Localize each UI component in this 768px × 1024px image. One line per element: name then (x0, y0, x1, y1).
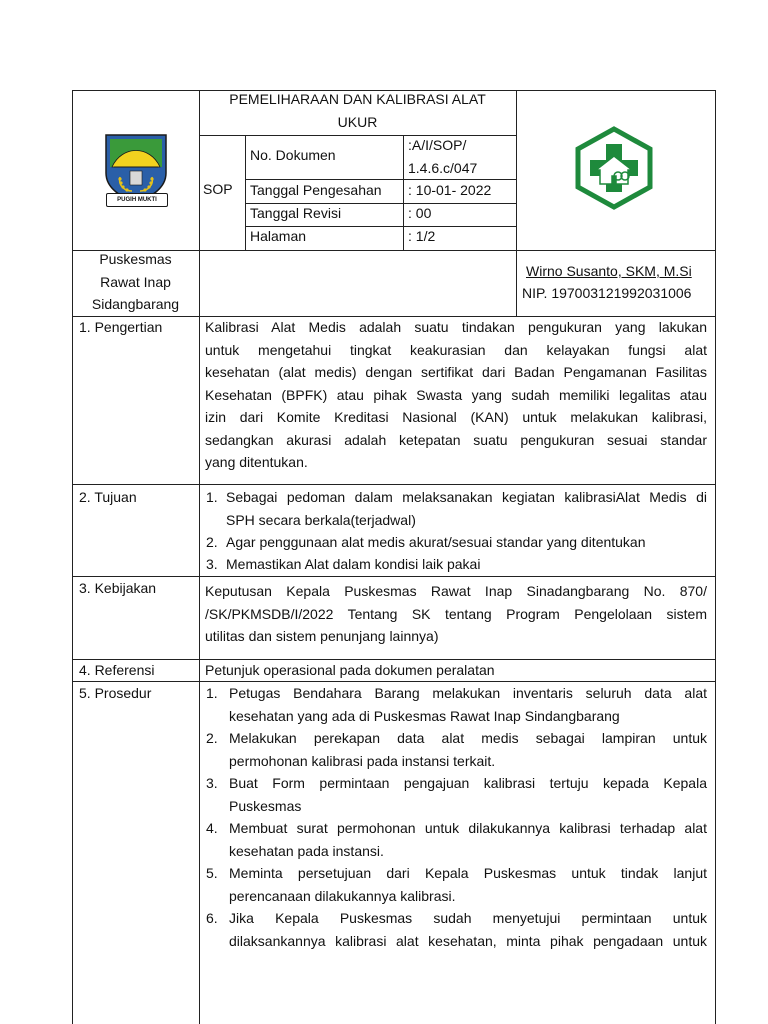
regency-emblem (104, 133, 168, 207)
prosedur-item-line: Petugas Bendahara Barang melakukan inventaris seluruh data alat (229, 685, 707, 701)
kebijakan-line: utilitas dan sistem penunjang lainnya) (205, 628, 439, 644)
pengertian-line: izin dari Komite Kreditasi Nasional (KAN) untuk melakukan kalibrasi, (205, 409, 707, 425)
pengertian-line: Kalibrasi Alat Medis adalah suatu tindakan pengukuran yang lakukan (205, 319, 707, 335)
prosedur-item-line: Jika Kepala Puskesmas sudah menyetujui permintaan untuk (229, 910, 707, 926)
tanggal-revisi-label: Tanggal Revisi (250, 205, 342, 221)
prosedur-item-number: 3. (206, 775, 218, 791)
document-title-line-1: PEMELIHARAAN DAN KALIBRASI ALAT (229, 91, 486, 107)
pengertian-line: yang ditentukan. (205, 454, 308, 470)
prosedur-item-line: Membuat surat permohonan untuk dilakukannya kalibrasi terhadap alat (229, 820, 707, 836)
tujuan-item-number: 1. (206, 489, 218, 505)
pengertian-line: Kesehatan (BPFK) atau pihak Swasta yang sudah memiliki legalitas atau (205, 386, 707, 403)
referensi-text: Petunjuk operasional pada dokumen peralatan (205, 662, 495, 678)
pengertian-line: kesehatan (alat medis) dengan sertifikat dari Badan Pengamanan Fasilitas (205, 364, 707, 380)
halaman-label: Halaman (250, 228, 307, 244)
tujuan-item (226, 486, 707, 531)
prosedur-item (229, 682, 707, 727)
signer-name: Wirno Susanto, SKM, M.Si (526, 263, 692, 279)
tujuan-item-line: SPH secara berkala(terjadwal) (226, 511, 416, 528)
prosedur-item-number: 2. (206, 730, 218, 746)
prosedur-item-line: Melakukan perekapan data alat medis sebagai lampiran untuk (229, 730, 707, 746)
kebijakan-text (205, 580, 707, 648)
organization-name-line-3: Sidangbarang (91, 296, 180, 312)
prosedur-item-line: kesehatan pada instansi. (229, 842, 384, 859)
tujuan-item-line: Memastikan Alat dalam kondisi laik pakai (226, 556, 481, 572)
section-label-pengertian: 1. Pengertian (79, 319, 163, 335)
halaman-value: : 1/2 (408, 228, 436, 244)
kebijakan-line: Keputusan Kepala Puskesmas Rawat Inap Sinadangbarang No. 870/ (205, 583, 707, 599)
tanggal-pengesahan-value: : 10-01- 2022 (408, 182, 492, 198)
prosedur-item-line: dilaksankannya kalibrasi alat kesehatan, minta pihak pengadaan untuk (229, 932, 707, 949)
signer-nip: NIP. 197003121992031006 (522, 285, 692, 301)
prosedur-item-number: 5. (206, 865, 218, 881)
no-dokumen-value (408, 134, 477, 179)
emblem-motto-ribbon: PUGIH MUKTI (106, 193, 168, 207)
prosedur-item (229, 727, 707, 772)
no-dokumen-value-line-2: 1.4.6.c/047 (408, 159, 478, 176)
prosedur-item-line: Puskesmas (229, 797, 302, 814)
section-label-kebijakan: 3. Kebijakan (79, 580, 157, 596)
section-label-prosedur: 5. Prosedur (79, 685, 152, 701)
pengertian-text (205, 316, 707, 474)
tujuan-item-number: 2. (206, 534, 218, 550)
organization-name-line-1: Puskesmas (99, 251, 172, 267)
prosedur-item (229, 817, 707, 862)
tanggal-revisi-value: : 00 (408, 205, 432, 221)
organization-name-line-2: Rawat Inap (100, 273, 171, 290)
document-title-line-2: UKUR (337, 113, 378, 130)
prosedur-item-line: kesehatan yang ada di Puskesmas Rawat Inap Sindangbarang (229, 707, 620, 724)
prosedur-item-number: 1. (206, 685, 218, 701)
kebijakan-line: /SK/PKMSDB/I/2022 Tentang SK tentang Program Pengelolaan sistem (205, 605, 707, 622)
prosedur-item-line: Meminta persetujuan dari Kepala Puskesmas untuk tindak lanjut (229, 865, 707, 881)
prosedur-item-number: 4. (206, 820, 218, 836)
prosedur-item-line: perencanaan dilakukannya kalibrasi. (229, 887, 456, 904)
prosedur-item (229, 772, 707, 817)
puskesmas-logo (572, 126, 656, 210)
tujuan-item-number: 3. (206, 556, 218, 572)
section-label-tujuan: 2. Tujuan (79, 489, 137, 505)
prosedur-item (229, 862, 707, 907)
document-title (199, 88, 516, 133)
organization-name (72, 248, 199, 316)
section-label-referensi: 4. Referensi (79, 662, 155, 678)
pengertian-line: sedangkan akurasi adalah ketepatan suatu pengukuran sesuai standar (205, 431, 707, 448)
prosedur-item-line: Buat Form permintaan pengajuan kalibrasi tertuju kepada Kepala (229, 775, 707, 791)
prosedur-item-line: permohonan kalibrasi pada instansi terkait. (229, 752, 496, 769)
tanggal-pengesahan-label: Tanggal Pengesahan (250, 182, 382, 198)
tujuan-item-line: Agar penggunaan alat medis akurat/sesuai standar yang ditentukan (226, 534, 646, 550)
pengertian-line: untuk mengetahui tingkat keakurasian dan kelayakan fungsi alat (205, 341, 707, 358)
prosedur-item-number: 6. (206, 910, 218, 926)
no-dokumen-label: No. Dokumen (250, 147, 336, 163)
prosedur-item (229, 907, 707, 952)
no-dokumen-value-line-1: :A/I/SOP/ (408, 137, 467, 153)
sop-label: SOP (203, 181, 233, 197)
tujuan-item-line: Sebagai pedoman dalam melaksanakan kegiatan kalibrasiAlat Medis di (226, 489, 707, 505)
